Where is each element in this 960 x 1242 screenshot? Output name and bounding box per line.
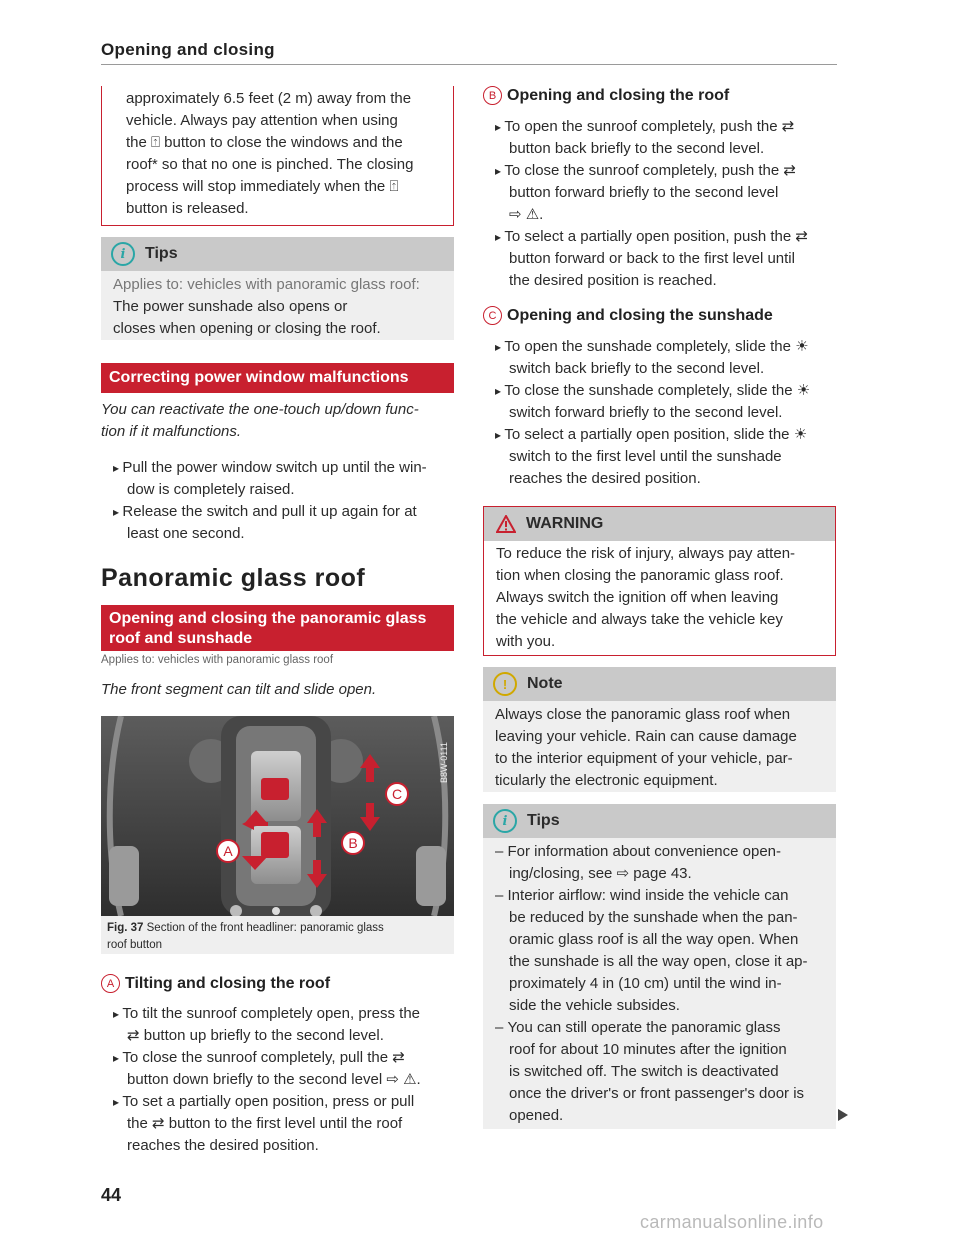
malfunction-intro [101,399,454,443]
intro-line: tion if it malfunctions. [101,423,242,440]
warning-line: process will stop immediately when the ⍐ [126,178,399,195]
note-box [483,667,836,792]
letter-a-badge: A [101,974,120,993]
section-a-title: Tilting and closing the roof [125,974,331,992]
tips-header [101,237,454,271]
tips-header [483,804,836,838]
watermark: carmanualsonline.info [640,1212,824,1232]
section-title-malfunction: Correcting power window malfunctions [101,363,454,393]
step-item: ▸ Release the switch and pull it up again for at least one second. [113,501,454,545]
section-b-heading [483,86,729,105]
step-item: ▸ To close the sunshade completely, slide the ☀ switch forward briefly to the second level. [495,380,836,424]
warning-line: button is released. [126,200,249,217]
warning-line: with you. [496,633,556,650]
figure-number: Fig. 37 [107,922,144,934]
note-line: ticularly the electronic equipment. [495,772,718,789]
page-number: 44 [101,1185,122,1205]
warning-line: To reduce the risk of injury, always pay atten- [496,545,796,562]
figure-code: B8W-0111 [439,742,449,784]
warning-line: the ⍐ button to close the windows and the [126,134,403,151]
panoramic-intro: The front segment can tilt and slide open. [101,681,377,698]
note-header [483,667,836,701]
intro-line: You can reactivate the one-touch up/down func- [101,401,419,418]
exclamation-icon: ! [493,672,517,696]
info-icon: i [111,242,135,266]
step-item: ▸ To select a partially open position, push the ⇄ button forward or back to the first level until the desired position is reached. [495,226,836,292]
letter-b-badge: B [483,86,502,105]
section-b-steps [483,116,836,292]
tips-title: Tips [145,245,178,262]
section-c-steps [483,336,836,490]
step-item: ▸ To close the sunroof completely, push the ⇄ button forward briefly to the second level ⇨ ⚠. [495,160,836,226]
warning-line: vehicle. Always pay attention when using [126,112,398,129]
warning-continuation-box [101,86,454,226]
section-c-title: Opening and closing the sunshade [507,306,773,324]
tip-item: – Interior airflow: wind inside the vehicle can be reduced by the sunshade when the pan- oramic glass roof is all the way open. When the sunshade is all the way open, close it ap- proximately 4 in (10 cm) until the wind in- side the vehicle subsides. [495,885,824,1017]
warning-line: approximately 6.5 feet (2 m) away from the [126,90,412,107]
step-item: ▸ To tilt the sunroof completely open, press the ⇄ button up briefly to the second level. [113,1003,454,1047]
section-a-heading [101,974,330,993]
malfunction-steps [101,457,454,545]
step-item: ▸ To set a partially open position, press or pull the ⇄ button to the first level until the roof reaches the desired position. [113,1091,454,1157]
section-b-title: Opening and closing the roof [507,86,730,104]
note-line: to the interior equipment of your vehicle, par- [495,750,793,767]
tips-title: Tips [527,812,560,829]
step-item: ▸ To select a partially open position, slide the ☀ switch to the first level until the sunshade reaches the desired position. [495,424,836,490]
warning-title: WARNING [526,515,604,532]
section-a-steps [101,1003,454,1157]
caption-text: Section of the front headliner: panoramic glass [146,922,384,934]
tip-item: – You can still operate the panoramic glass roof for about 10 minutes after the ignition is switched off. The switch is deactivated once the driver's or front passenger's door is opened. [495,1017,824,1127]
chapter-heading: Panoramic glass roof [101,564,366,592]
warning-line: Always switch the ignition off when leaving [496,589,779,606]
note-line: leaving your vehicle. Rain can cause damage [495,728,797,745]
warning-header [484,507,835,541]
section-title-panoramic: Opening and closing the panoramic glass roof and sunshade [101,605,454,651]
figure-label-a: A [223,843,233,859]
note-title: Note [527,675,563,692]
header-rule [101,64,837,65]
tips-applies: Applies to: vehicles with panoramic glass roof: [113,276,420,293]
step-item: ▸ To open the sunshade completely, slide the ☀ switch back briefly to the second level. [495,336,836,380]
section-c-heading [483,306,773,325]
warning-line: roof* so that no one is pinched. The closing [126,156,414,173]
info-icon: i [493,809,517,833]
letter-c-badge: C [483,306,502,325]
figure-label-c: C [391,786,403,802]
tips-line: closes when opening or closing the roof. [113,320,381,337]
continued-arrow-icon [838,1109,848,1121]
step-item: ▸ Pull the power window switch up until the win- dow is completely raised. [113,457,454,501]
step-item: ▸ To open the sunroof completely, push the ⇄ button back briefly to the second level. [495,116,836,160]
step-item: ▸ To close the sunroof completely, pull the ⇄ button down briefly to the second level ⇨ ⚠. [113,1047,454,1091]
figure-illustration [101,716,454,916]
caption-text-2: roof button [107,939,162,951]
tip-item: – For information about convenience open- ing/closing, see ⇨ page 43. [495,841,824,885]
tips-box-right [483,804,836,1129]
figure-label-b: B [348,835,358,851]
tips-line: The power sunshade also opens or [113,298,348,315]
applies-note: Applies to: vehicles with panoramic glass roof [101,654,334,666]
warning-line: the vehicle and always take the vehicle key [496,611,783,628]
warning-triangle-icon [496,515,516,533]
warning-line: tion when closing the panoramic glass roof. [496,567,784,584]
tips-box-left [101,237,454,340]
figure-caption [101,916,454,954]
running-header: Opening and closing [101,40,275,59]
note-line: Always close the panoramic glass roof when [495,706,791,723]
warning-box [483,506,836,656]
